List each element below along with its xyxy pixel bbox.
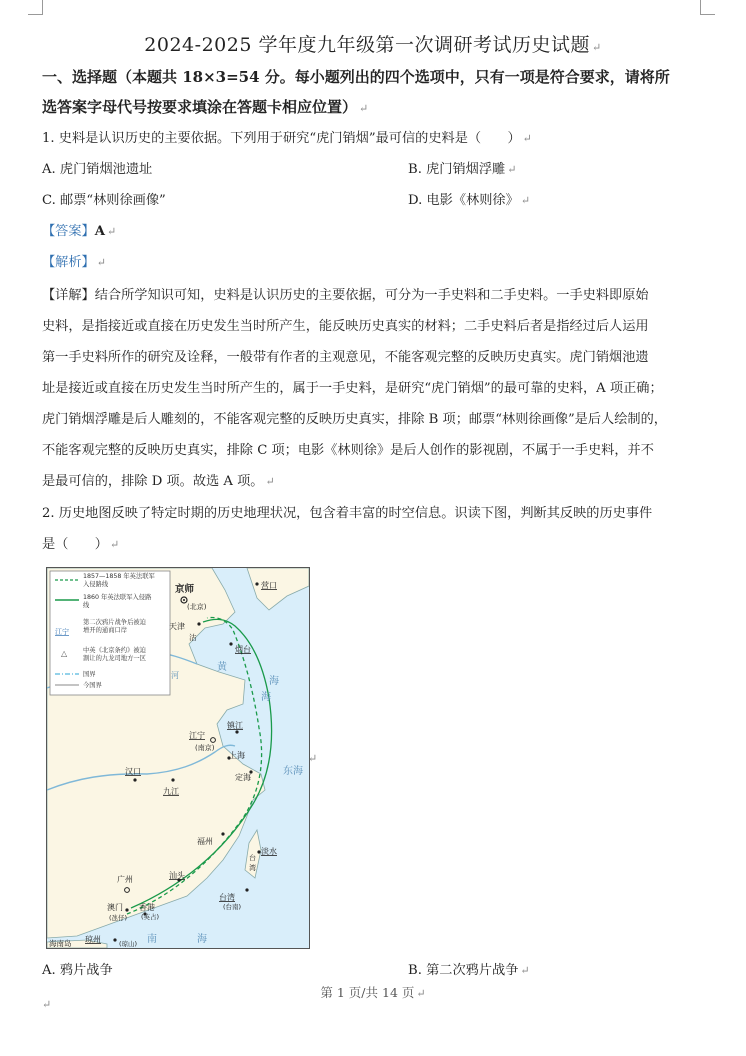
legend-key-jiangning: 江宁 — [55, 628, 69, 636]
label-zhenjiang: 镇江 — [227, 721, 243, 730]
label-gu: 沽 — [189, 633, 197, 642]
label-sea-donghai: 东海 — [283, 766, 303, 777]
legend-text-2b: 线 — [83, 602, 90, 609]
label-hainan: 海南岛 — [49, 939, 72, 948]
q1-answer: 【答案】A ↵ — [42, 224, 117, 239]
q2-option-a: A. 鸦片战争 — [42, 963, 113, 978]
label-river-he: 河 — [171, 671, 179, 680]
q1-stem: 1. 史料是认识历史的主要依据。下列用于研究“虎门销烟”最可信的史料是（ ） ↵ — [42, 131, 532, 146]
label-sea-hai2: 海 — [269, 676, 279, 687]
label-qiongzhou-sub: (琼山) — [119, 940, 138, 948]
q1-option-a: A. 虎门销烟池遗址 — [42, 162, 153, 177]
q1-option-b: B. 虎门销烟浮雕 ↵ — [408, 162, 517, 177]
label-jiangning: 江宁 — [189, 731, 205, 740]
liaodong-land — [247, 568, 309, 610]
label-xianggang: 香港 — [139, 903, 155, 912]
label-tianjin: 天津 — [169, 622, 185, 631]
legend-text-4b: 割让的九龙司地方一区 — [83, 655, 146, 662]
corner-mark-left — [28, 0, 43, 15]
label-nanjing: (南京) — [195, 744, 215, 752]
label-fuzhou: 福州 — [197, 837, 213, 846]
label-qiongzhou: 琼州 — [85, 935, 101, 944]
label-taiwan-city: 台湾 — [219, 893, 235, 902]
label-sea-hai1: 海 — [261, 692, 271, 703]
legend-text-2a: 1860 年英法联军入侵路 — [83, 594, 152, 601]
page-footer: 第 1 页/共 14 页 ↵ — [320, 985, 426, 1000]
legend-text-1b: 入侵路线 — [83, 581, 109, 588]
label-taiwan-tai: 台 — [249, 854, 256, 862]
label-jingshi: 京师 — [175, 584, 195, 595]
q1-detail: 【详解】结合所学知识可知，史料是认识历史的主要依据，可分为一手史料和二手史料。一手史料即原始 史料，是指接近或直接在历史发生当时所产生，能反映历史真实的材料；二手史料后者是指经过后人运用 第一手史料所作的研究及诠释，一般带有作者的主观意见，不能客观完整的反映历史真实。虎门销烟池遗 址是接近或直接在历史发生当时所产生的，属于一手史料，是研究“虎门销烟”的最可靠的史料，A 项正确； 虎门销烟浮雕是后人雕刻的，不能客观完整的反映历史真实，排除 B 项；邮票“林则徐画像”是后人绘制的， 不能客观完整的反映历史真实，排除 C 项；电影《林则徐》是后人创作的影视剧，不属于一手史料，并不 是最可信的，排除 D 项。故选 A 项。 ↵ — [42, 288, 667, 489]
label-jiujiang: 九江 — [163, 787, 179, 796]
svg-text:△: △ — [61, 649, 68, 658]
label-hankou: 汉口 — [125, 767, 141, 776]
q1-analysis: 【解析】 ↵ — [42, 255, 106, 270]
label-guangzhou: 广州 — [117, 875, 133, 884]
label-aomen-sub: (氹仔) — [109, 914, 128, 922]
label-taiwan-wan: 湾 — [249, 864, 256, 872]
label-yantai: 烟台 — [235, 645, 251, 654]
label-taiwan-city-sub: (台南) — [223, 903, 242, 911]
q1-option-c: C. 邮票“林则徐画像” — [42, 193, 166, 208]
label-dinghai: 定海 — [235, 773, 251, 782]
q1-option-d: D. 电影《林则徐》 ↵ — [408, 193, 531, 208]
label-xianggang-sub: (英占) — [141, 913, 160, 921]
legend-text-5: 国界 — [83, 671, 96, 678]
label-yingkou: 营口 — [261, 581, 277, 590]
legend-text-4a: 中英《北京条约》被迫 — [83, 647, 146, 654]
legend-text-3b: 增开的通商口岸 — [83, 627, 128, 634]
label-shanghai: 上海 — [229, 751, 245, 760]
label-beijing: (北京) — [187, 603, 207, 611]
q2-options-row1 — [42, 955, 702, 986]
label-shantou: 汕头 — [169, 871, 185, 880]
legend-text-6: 今国界 — [83, 682, 102, 689]
exam-title: 2024-2025 学年度九年级第一次调研考试历史试题 ↵ — [144, 34, 602, 56]
label-danshui: 淡水 — [261, 847, 277, 856]
label-sea-huang: 黄 — [217, 662, 227, 673]
legend-text-3a: 第二次鸦片战争后被迫 — [83, 619, 146, 626]
section-heading: 一、选择题（本题共 18×3=54 分。每小题列出的四个选项中，只有一项是符合要求，请将所 选答案字母代号按要求填涂在答题卡相应位置） ↵ — [42, 68, 670, 116]
legend-text-1a: 1857—1858 年英法联军 — [83, 573, 155, 580]
q2-option-b: B. 第二次鸦片战争 ↵ — [408, 963, 530, 978]
map-paragraph-mark: ↵ — [308, 752, 318, 765]
label-sea-nan: 南 — [147, 934, 157, 945]
corner-mark-right — [700, 0, 715, 15]
label-aomen: 澳门 — [107, 903, 123, 912]
history-map — [46, 567, 310, 949]
q1-options-row1 — [42, 154, 702, 185]
q2-stem: 2. 历史地图反映了特定时期的历史地理状况，包含着丰富的时空信息。识读下图，判断其反映的历史事件 是（ ） ↵ — [42, 506, 653, 552]
end-paragraph-mark: ↵ — [42, 998, 52, 1011]
q1-options-row2 — [42, 185, 702, 216]
label-sea-hai3: 海 — [197, 934, 207, 945]
